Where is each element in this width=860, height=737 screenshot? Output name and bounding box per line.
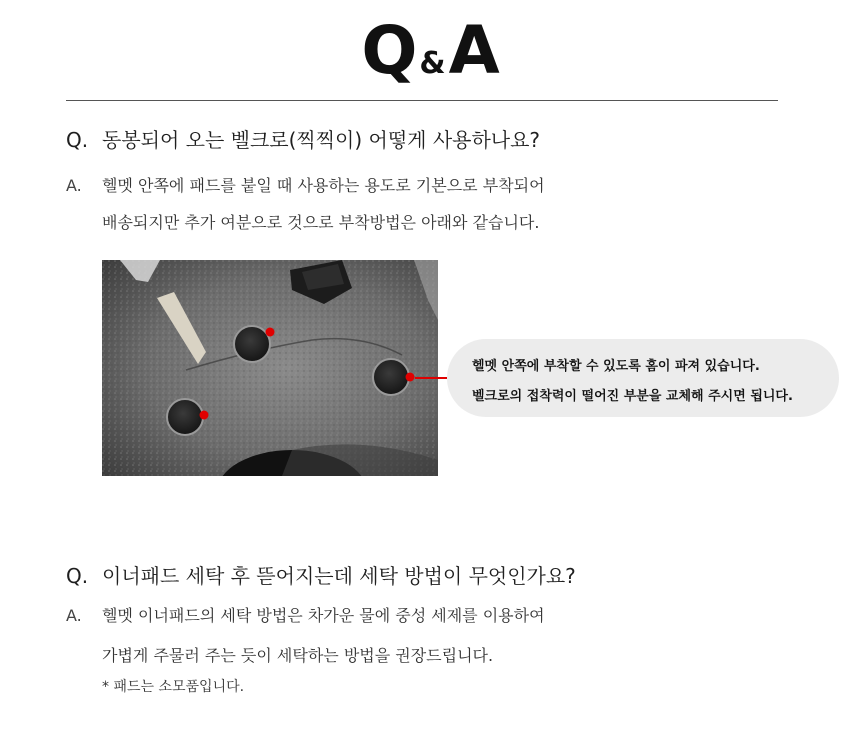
answer-2-line-1: [66, 606, 545, 626]
helmet-interior-photo: [102, 260, 438, 476]
answer-2-line-2: 가볍게 주물러 주는 듯이 세탁하는 방법을 권장드립니다.: [102, 646, 494, 665]
question-2-text: 이너패드 세탁 후 뜯어지는데 세탁 방법이 무엇인가요?: [102, 564, 576, 588]
answer-1-line-1: [66, 176, 545, 196]
answer-1-line-2: 배송되지만 추가 여분으로 것으로 부착방법은 아래와 같습니다.: [102, 213, 540, 232]
title-a: A: [448, 12, 499, 89]
question-2: [66, 560, 576, 589]
callout-connector: [415, 377, 447, 379]
answer-2-note: * 패드는 소모품입니다.: [102, 679, 245, 695]
callout-bubble: [447, 339, 839, 417]
question-2-mark: Q.: [66, 564, 89, 588]
callout-line-2: 벨크로의 접착력이 떨어진 부분을 교체해 주시면 됩니다.: [472, 389, 793, 404]
question-1: [66, 124, 540, 153]
question-1-mark: Q.: [66, 128, 89, 152]
page-title: [0, 12, 860, 89]
answer-1-mark: A.: [66, 176, 82, 195]
title-amp: &: [419, 46, 446, 81]
answer-2-text-1: 헬멧 이너패드의 세탁 방법은 차가운 물에 중성 세제를 이용하여: [102, 606, 545, 625]
question-1-text: 동봉되어 오는 벨크로(찍찍이) 어떻게 사용하나요?: [102, 128, 541, 152]
answer-1-text-1: 헬멧 안쪽에 패드를 붙일 때 사용하는 용도로 기본으로 부착되어: [102, 176, 545, 195]
callout-line-1: 헬멧 안쪽에 부착할 수 있도록 홈이 파져 있습니다.: [472, 359, 760, 374]
title-divider: [66, 100, 778, 101]
title-q: Q: [361, 12, 417, 89]
answer-2-mark: A.: [66, 606, 82, 625]
